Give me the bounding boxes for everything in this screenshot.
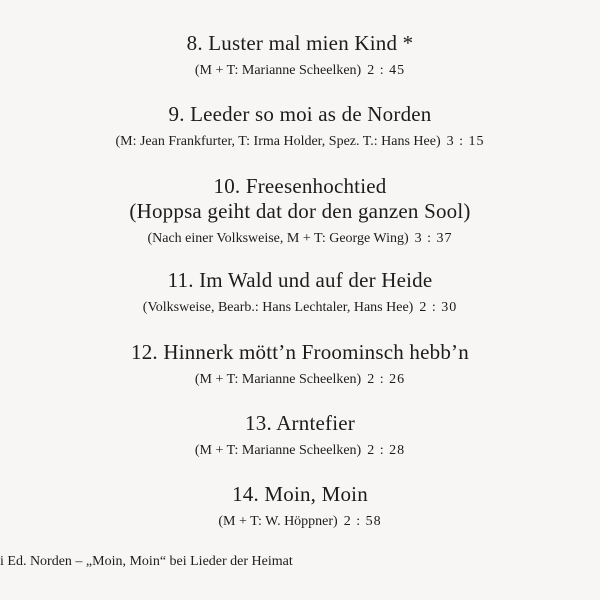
track-credits-line [0, 299, 600, 317]
track-credits-line [0, 442, 600, 460]
track-12 [0, 340, 600, 389]
track-8 [0, 31, 600, 80]
track-title: 11. Im Wald und auf der Heide [167, 268, 433, 292]
track-duration: 2 : 45 [367, 63, 406, 78]
track-duration: 3 : 15 [446, 134, 485, 149]
track-duration: 2 : 30 [419, 300, 458, 315]
track-duration: 2 : 58 [343, 514, 382, 529]
track-duration: 3 : 37 [414, 231, 453, 246]
track-credits-line [0, 62, 600, 80]
track-10 [0, 174, 600, 248]
track-title: 10. Freesenhochtied [213, 174, 387, 198]
track-9 [0, 102, 600, 151]
track-credits: (M + T: Marianne Scheelken) [194, 63, 362, 78]
track-11 [0, 268, 600, 317]
track-title: 12. Hinnerk mött’n Froominsch hebb’n [131, 340, 469, 364]
track-14 [0, 482, 600, 531]
track-13 [0, 411, 600, 460]
track-subtitle: (Hoppsa geiht dat dor den ganzen Sool) [129, 199, 471, 223]
track-duration: 2 : 28 [367, 443, 406, 458]
footnote: i Ed. Norden – „Moin, Moin“ bei Lieder der Heimat [0, 554, 293, 569]
track-credits: (M + T: W. Höppner) [218, 514, 338, 529]
track-credits: (M: Jean Frankfurter, T: Irma Holder, Spez. T.: Hans Hee) [115, 134, 441, 149]
track-credits-line [0, 230, 600, 248]
track-credits: (M + T: Marianne Scheelken) [194, 372, 362, 387]
track-credits-line [0, 133, 600, 151]
track-title: 8. Luster mal mien Kind * [186, 31, 414, 55]
track-credits: (M + T: Marianne Scheelken) [194, 443, 362, 458]
track-credits: (Nach einer Volksweise, M + T: George Wing) [147, 231, 409, 246]
track-credits-line [0, 371, 600, 389]
track-duration: 2 : 26 [367, 372, 406, 387]
track-title: 13. Arntefier [245, 411, 355, 435]
track-credits-line [0, 513, 600, 531]
track-credits: (Volksweise, Bearb.: Hans Lechtaler, Hans Hee) [142, 300, 414, 315]
track-title: 9. Leeder so moi as de Norden [168, 102, 432, 126]
track-title: 14. Moin, Moin [232, 482, 368, 506]
